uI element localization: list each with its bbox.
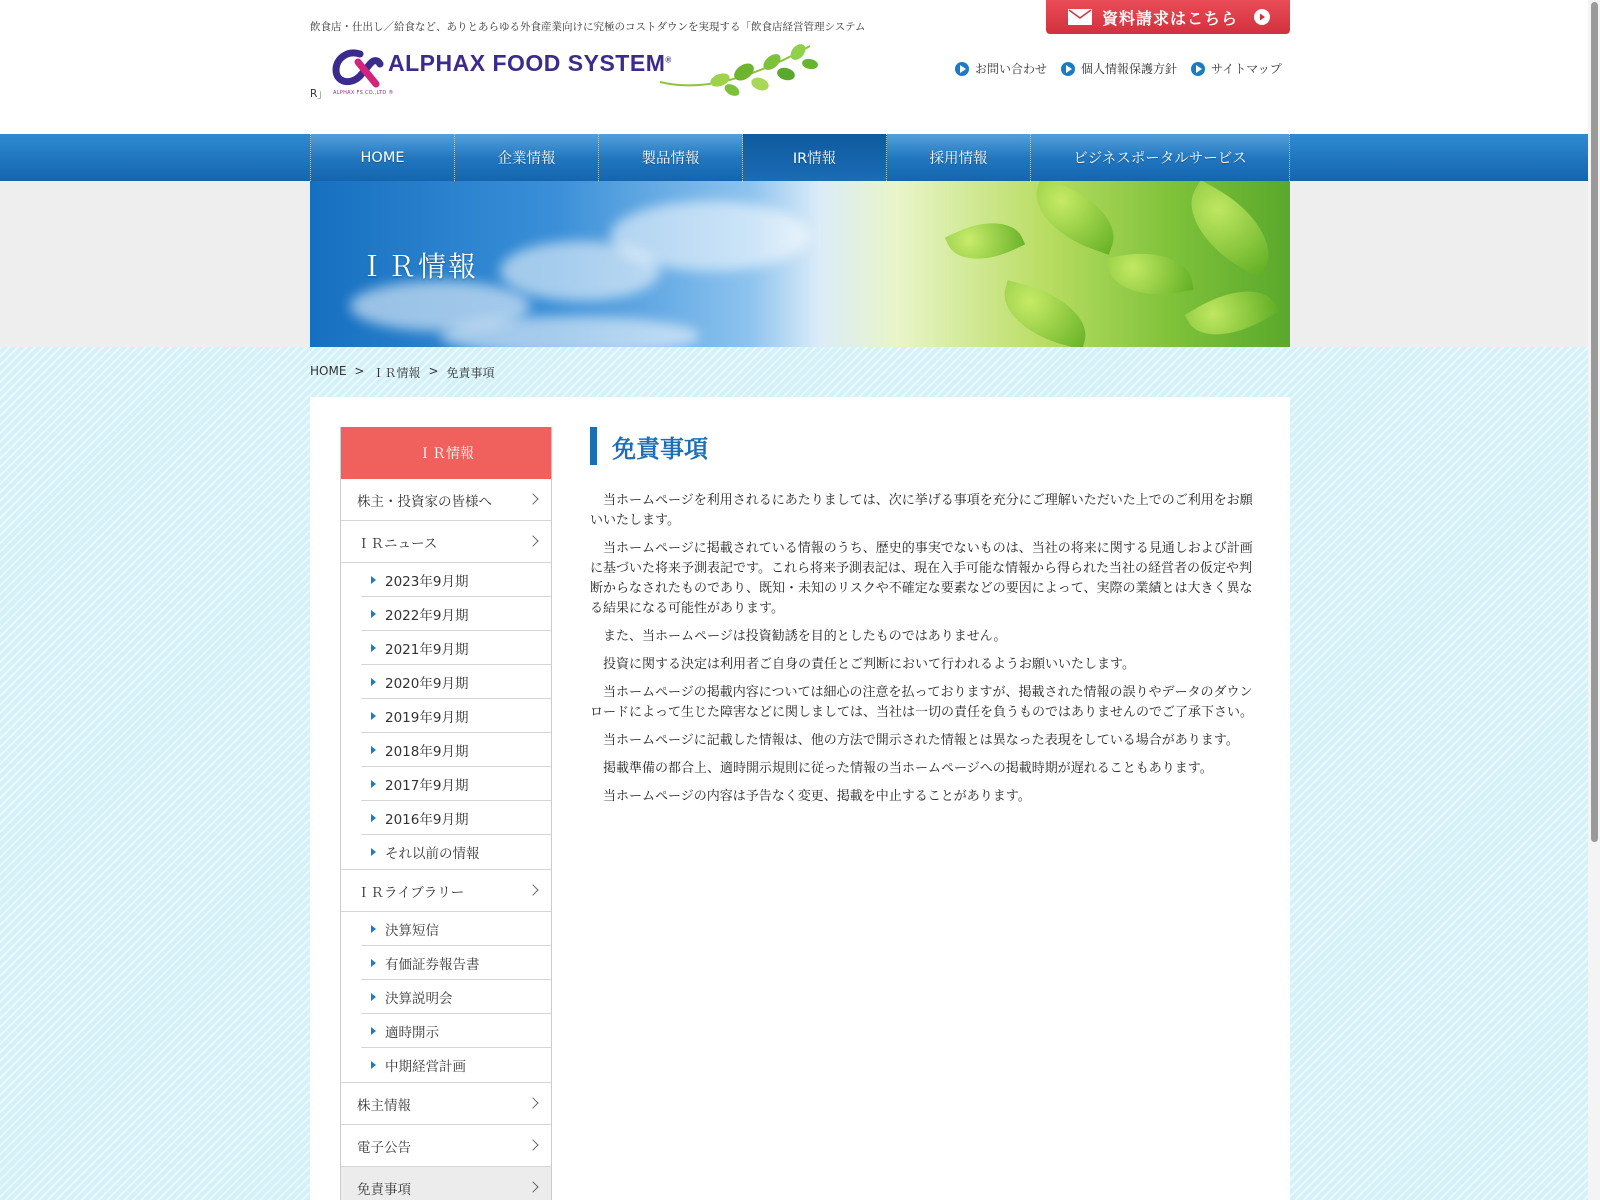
sidebar-sub-fy2022[interactable]: 2022年9月期 xyxy=(361,597,551,631)
breadcrumb-current: 免責事項 xyxy=(446,366,495,380)
request-materials-label: 資料請求はこちら xyxy=(1102,8,1239,28)
sidebar-item-label: 免責事項 xyxy=(357,1181,411,1198)
ir-news-submenu xyxy=(341,563,551,870)
logo-text: ALPHAX FOOD SYSTEM xyxy=(388,50,666,76)
request-materials-button[interactable] xyxy=(1046,0,1290,34)
global-nav xyxy=(310,134,1290,181)
contact-link-label: お問い合わせ xyxy=(975,62,1048,76)
gnav-business-portal[interactable]: ビジネスポータルサービス xyxy=(1031,134,1289,181)
sidebar-item-label: 電子公告 xyxy=(357,1139,411,1156)
disclaimer-paragraph: 当ホームページに掲載されている情報のうち、歴史的事実でないものは、当社の将来に関する見通しおよび計画に基づいた将来予測表記です。これら将来予測表記は、現在入手可能な情報から得られた当社の経営者の仮定や判断からなされたものであり、既知・未知のリスクや不確定な要素などの要因によって、実際の業績とは大きく異なる結果になる可能性があります。 xyxy=(590,541,1253,616)
cloud-decoration xyxy=(610,201,810,271)
sidebar-sub-fy2021[interactable]: 2021年9月期 xyxy=(361,631,551,665)
sidebar-sub-earnings-summary[interactable]: 決算短信 xyxy=(361,912,551,946)
leaf-decoration xyxy=(995,280,1094,347)
ir-library-submenu xyxy=(341,912,551,1083)
sidebar-item-shareholder-info[interactable] xyxy=(341,1083,551,1125)
site-tagline: 飲食店・仕出し／給食など、ありとあらゆる外食産業向けに究極のコストダウンを実現する「飲食店経営管理システム xyxy=(310,21,866,33)
disclaimer-paragraph: また、当ホームページは投資勧誘を目的としたものではありません。 xyxy=(603,629,1007,644)
leaf-decoration xyxy=(945,208,1025,274)
leaves-decoration-icon xyxy=(660,36,820,100)
content-panel xyxy=(310,397,1290,1200)
arrow-circle-icon xyxy=(1061,62,1075,76)
mail-icon xyxy=(1068,9,1092,25)
main-content xyxy=(590,427,1262,815)
site-header xyxy=(0,0,1600,134)
chevron-right-icon xyxy=(527,1181,538,1192)
sidebar-item-label: ＩＲニュース xyxy=(357,535,438,552)
sidebar-sub-earlier[interactable]: それ以前の情報 xyxy=(361,835,551,869)
sitemap-link-label: サイトマップ xyxy=(1211,62,1282,76)
breadcrumb-separator: > xyxy=(354,364,365,378)
hero-banner xyxy=(310,181,1290,347)
sidebar-item-label: 株主情報 xyxy=(357,1097,411,1114)
breadcrumb-ir[interactable]: ＩＲ情報 xyxy=(372,366,421,380)
gnav-home[interactable]: HOME xyxy=(311,134,455,181)
page-title: 免責事項 xyxy=(590,427,1262,465)
leaf-decoration xyxy=(1107,244,1194,303)
chevron-right-icon xyxy=(527,1097,538,1108)
sidebar-item-ir-news[interactable] xyxy=(341,521,551,563)
arrow-circle-icon xyxy=(1191,62,1205,76)
sidebar-nav xyxy=(340,427,552,1200)
logo-company-sub: ALPHAX FS CO.,LTD ® xyxy=(333,90,394,96)
disclaimer-paragraph: 当ホームページの内容は予告なく変更、掲載を中止することがあります。 xyxy=(603,789,1031,804)
sidebar-sub-fy2020[interactable]: 2020年9月期 xyxy=(361,665,551,699)
privacy-policy-link[interactable] xyxy=(1061,60,1177,77)
sidebar-sub-fy2018[interactable]: 2018年9月期 xyxy=(361,733,551,767)
site-logo[interactable] xyxy=(330,40,820,100)
sidebar-item-shareholders-message[interactable] xyxy=(341,479,551,521)
site-tagline-tail: R」 xyxy=(310,88,328,100)
utility-links xyxy=(955,60,1282,77)
chevron-right-icon xyxy=(527,535,538,546)
privacy-policy-link-label: 個人情報保護方針 xyxy=(1081,62,1178,76)
sidebar-item-label: 株主・投資家の皆様へ xyxy=(357,493,492,510)
disclaimer-paragraph: 当ホームページに記載した情報は、他の方法で開示された情報とは異なった表現をしている場合があります。 xyxy=(603,733,1239,748)
alpha-logo-icon xyxy=(330,48,384,88)
disclaimer-paragraph: 掲載準備の都合上、適時開示規則に従った情報の当ホームページへの掲載時期が遅れることもあります。 xyxy=(603,761,1213,776)
scrollbar-thumb[interactable] xyxy=(1591,2,1598,842)
leaf-decoration xyxy=(1173,181,1288,278)
sitemap-link[interactable] xyxy=(1191,60,1282,77)
gnav-recruit[interactable]: 採用情報 xyxy=(887,134,1031,181)
chevron-right-icon xyxy=(527,1139,538,1150)
logo-registered-mark: ® xyxy=(665,55,672,65)
breadcrumb xyxy=(310,364,495,381)
sidebar-item-disclaimer[interactable] xyxy=(341,1167,551,1200)
sidebar-sub-timely-disclosure[interactable]: 適時開示 xyxy=(361,1014,551,1048)
arrow-circle-icon xyxy=(955,62,969,76)
sidebar-sub-fy2019[interactable]: 2019年9月期 xyxy=(361,699,551,733)
sidebar-item-label: ＩＲライブラリー xyxy=(357,884,465,901)
sidebar-item-electronic-notice[interactable] xyxy=(341,1125,551,1167)
hero-title: ＩＲ情報 xyxy=(358,250,479,283)
chevron-right-icon xyxy=(527,493,538,504)
gnav-products[interactable]: 製品情報 xyxy=(599,134,743,181)
play-circle-icon xyxy=(1254,9,1270,25)
sidebar-sub-earnings-briefing[interactable]: 決算説明会 xyxy=(361,980,551,1014)
sidebar-sub-fy2023[interactable]: 2023年9月期 xyxy=(361,563,551,597)
disclaimer-paragraph: 投資に関する決定は利用者ご自身の責任とご判断において行われるようお願いいたします。 xyxy=(603,657,1135,672)
sidebar-sub-fy2016[interactable]: 2016年9月期 xyxy=(361,801,551,835)
disclaimer-body xyxy=(590,491,1262,807)
gnav-company[interactable]: 企業情報 xyxy=(455,134,599,181)
leaf-decoration xyxy=(1024,181,1126,255)
sidebar-head-ir[interactable]: ＩＲ情報 xyxy=(341,427,551,479)
contact-link[interactable] xyxy=(955,60,1047,77)
sidebar-sub-securities-report[interactable]: 有価証券報告書 xyxy=(361,946,551,980)
logo-wordmark xyxy=(388,50,672,77)
chevron-right-icon xyxy=(527,884,538,895)
disclaimer-paragraph: 当ホームページの掲載内容については細心の注意を払っておりますが、掲載された情報の誤りやデータのダウンロードによって生じた障害などに関しましては、当社は一切の責任を負うものではありませんのでご了承下さい。 xyxy=(590,685,1254,720)
sidebar-item-ir-library[interactable] xyxy=(341,870,551,912)
gnav-ir[interactable]: IR情報 xyxy=(743,134,887,181)
sidebar-sub-fy2017[interactable]: 2017年9月期 xyxy=(361,767,551,801)
breadcrumb-separator: > xyxy=(428,364,439,378)
sidebar-sub-midterm-plan[interactable]: 中期経営計画 xyxy=(361,1048,551,1082)
cloud-decoration xyxy=(440,316,700,347)
disclaimer-paragraph: 当ホームページを利用されるにあたりましては、次に挙げる事項を充分にご理解いただいた上でのご利用をお願いいたします。 xyxy=(590,493,1253,528)
breadcrumb-home[interactable]: HOME xyxy=(310,364,347,378)
leaf-decoration xyxy=(1185,273,1280,347)
